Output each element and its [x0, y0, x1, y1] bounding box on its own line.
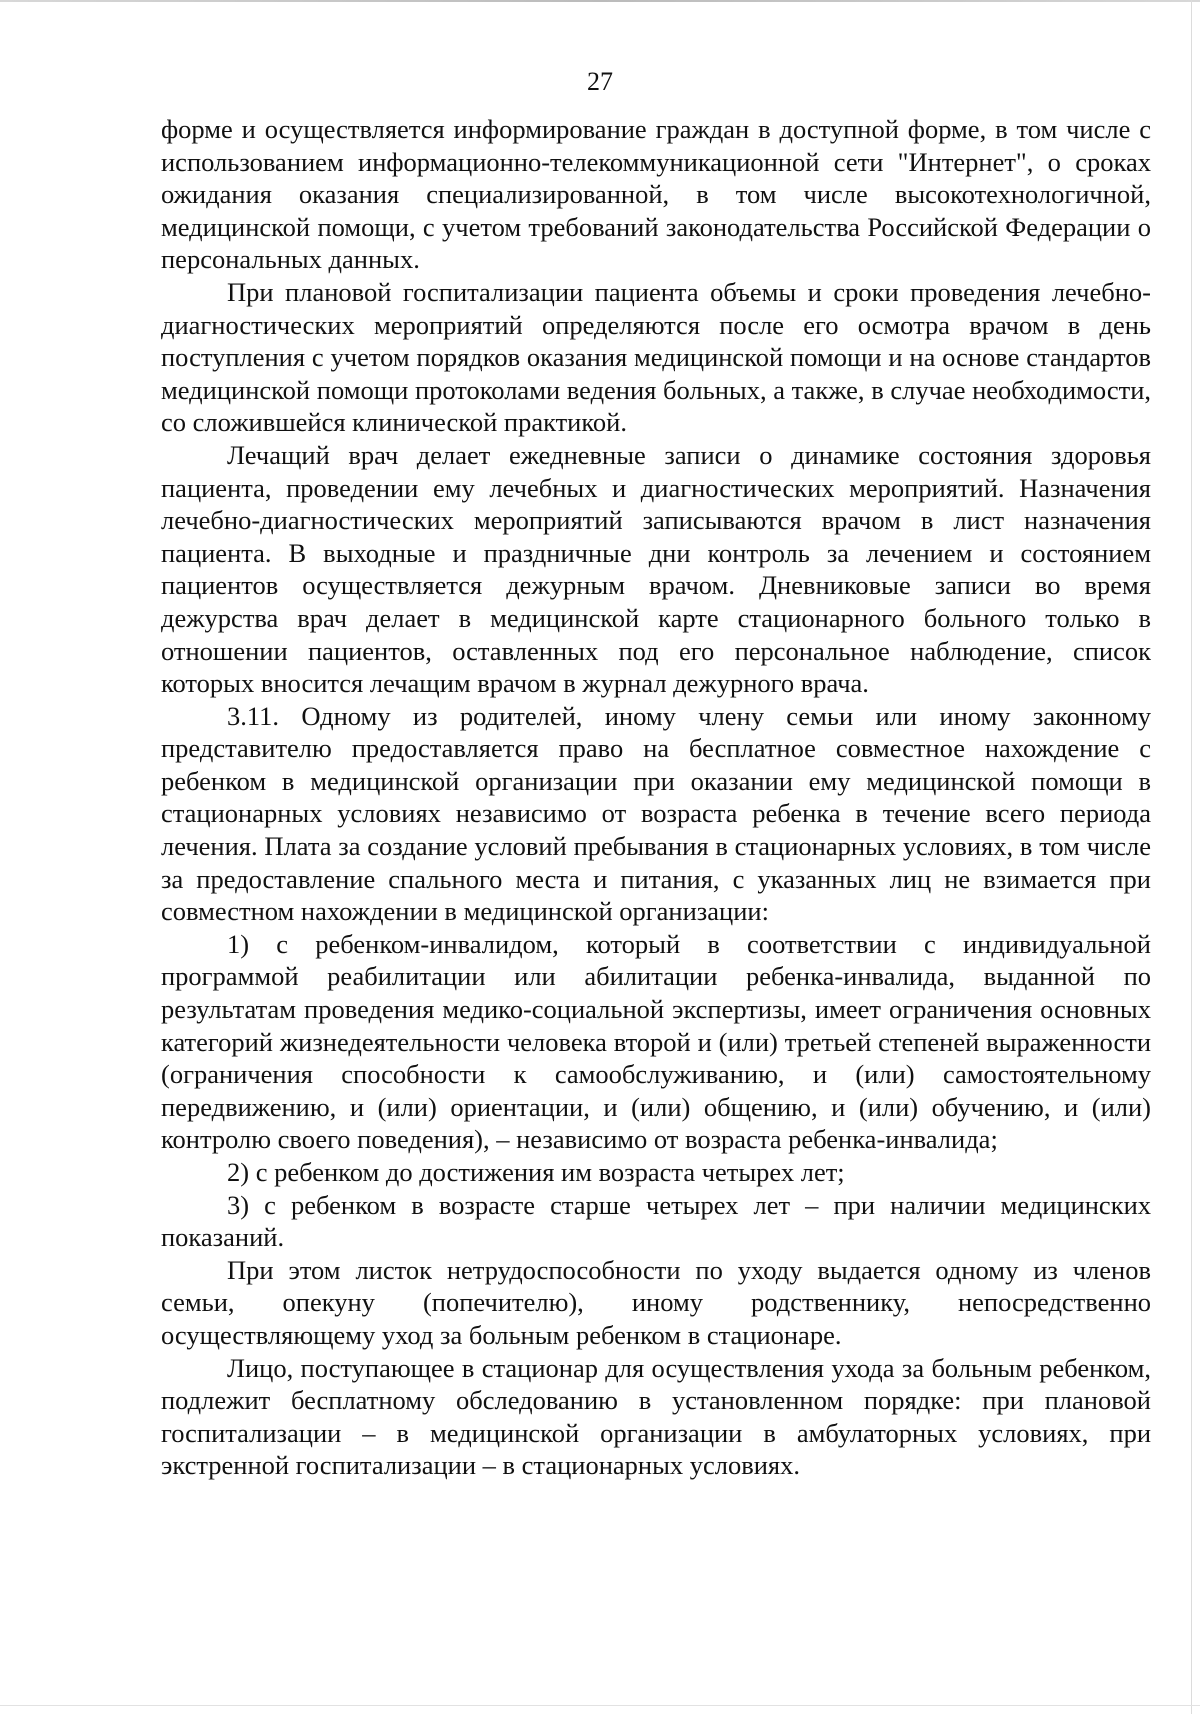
list-item-1: 1) с ребенком-инвалидом, который в соответствии с индивидуальной программой реабилитации или абилитации ребенка-инвалида, выданной по результатам проведения медико-социальной экспертизы, имеет ограничения основных категорий жизнедеятельности человека второй и (или) третьей степеней выраженности (ограничения способности к самообслуживанию, и (или) самостоятельному передвижению, и (или) ориентации, и (или) общению, и (или) обучению, и (или) контролю своего поведения), – независимо от возраста ребенка-инвалида;: [161, 928, 1151, 1155]
paragraph-section-3-11: 3.11. Одному из родителей, иному члену семьи или иному законному представителю предоставляется право на бесплатное совместное нахождение с ребенком в медицинской организации при оказании ему медицинской помощи в стационарных условиях независимо от возраста ребенка в течение всего периода лечения. Плата за создание условий пребывания в стационарных условиях, в том числе за предоставление спального места и питания, с указанных лиц не взимается при совместном нахождении в медицинской организации:: [161, 700, 1151, 927]
paragraph-attending-physician: Лечащий врач делает ежедневные записи о динамике состояния здоровья пациента, проведении ему лечебных и диагностических мероприятий. Назначения лечебно-диагностических мероприятий записываются врачом в лист назначения пациента. В выходные и праздничные дни контроль за лечением и состоянием пациентов осуществляется дежурным врачом. Дневниковые записи во время дежурства врач делает в медицинской карте стационарного больного только в отношении пациентов, оставленных под его персональное наблюдение, список которых вносится лечащим врачом в журнал дежурного врача.: [161, 439, 1151, 699]
list-item-2: 2) с ребенком до достижения им возраста четырех лет;: [227, 1157, 845, 1187]
paragraph-sick-leave: При этом листок нетрудоспособности по уходу выдается одному из членов семьи, опекуну (попечителю), иному родственнику, непосредственно осуществляющему уход за больным ребенком в стационаре.: [161, 1254, 1151, 1350]
scan-edge-bottom: [0, 1705, 1200, 1706]
paragraph-planned-hospitalization: При плановой госпитализации пациента объемы и сроки проведения лечебно-диагностических мероприятий определяются после его осмотра врачом в день поступления с учетом порядков оказания медицинской помощи и на основе стандартов медицинской помощи протоколами ведения больных, а также, в случае необходимости, со сложившейся клинической практикой.: [161, 276, 1151, 438]
document-body: [161, 113, 1151, 1482]
paragraph-continuation: форме и осуществляется информирование граждан в доступной форме, в том числе с использованием информационно-телекоммуникационной сети "Интернет", о сроках ожидания оказания специализированной, в том числе высокотехнологичной, медицинской помощи, с учетом требований законодательства Российской Федерации о персональных данных.: [161, 114, 1151, 275]
page-number: 27: [587, 67, 613, 96]
list-item-3: 3) с ребенком в возрасте старше четырех лет – при наличии медицинских показаний.: [161, 1189, 1151, 1253]
scan-edge-right: [1191, 0, 1192, 1714]
paragraph-caregiver-examination: Лицо, поступающее в стационар для осуществления ухода за больным ребенком, подлежит бесплатному обследованию в установленном порядке: при плановой госпитализации – в медицинской организации в амбулаторных условиях, при экстренной госпитализации – в стационарных условиях.: [161, 1352, 1151, 1481]
scan-edge-top: [0, 0, 1200, 2]
